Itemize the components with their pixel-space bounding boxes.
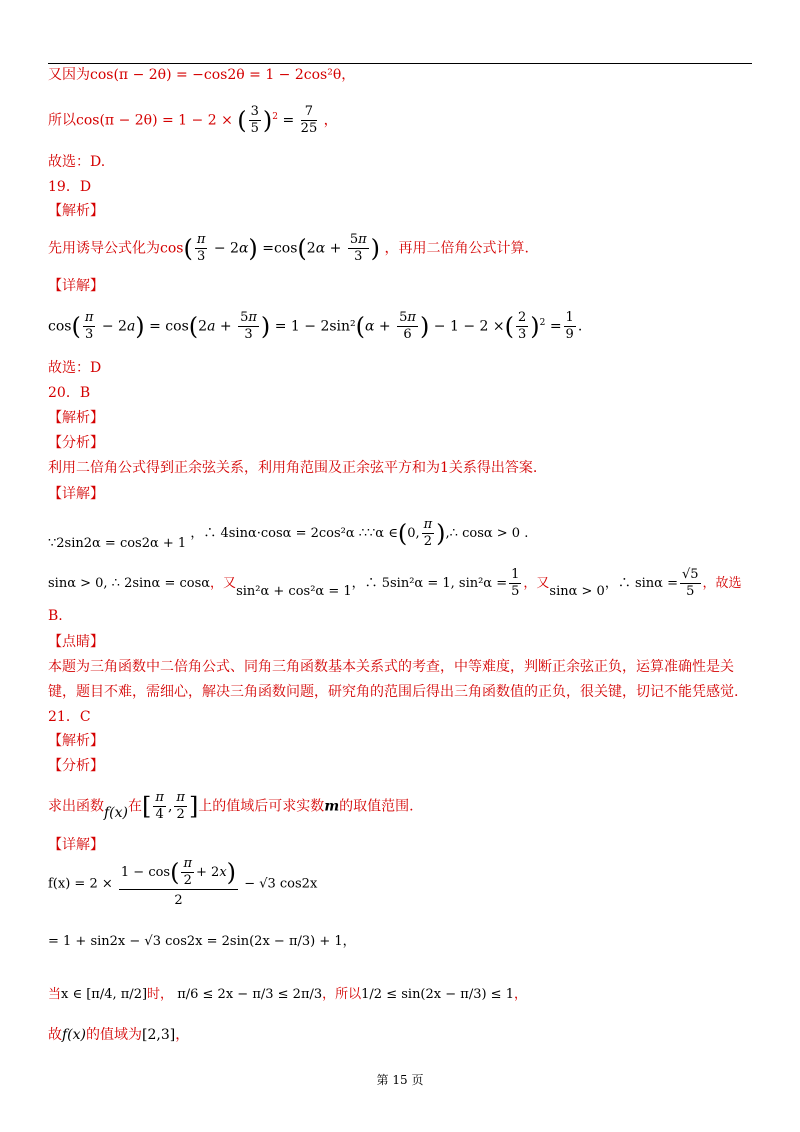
text-line: 先用诱导公式化为cos( $\frac{\pi}{3}$ − 2α) =cos(2α + $\frac{5\pi}{3}$ ) ，再用二倍角公式计算. — [48, 232, 529, 264]
section-heading — [48, 731, 104, 751]
text-segment: ，又 — [523, 576, 550, 591]
section-heading-label: 【分析】 — [48, 758, 104, 774]
section-heading-label: 【分析】 — [48, 435, 104, 451]
text-segment: ， — [513, 987, 527, 1002]
text-segment: ，又 — [210, 576, 237, 591]
equals-sign: = — [549, 318, 562, 335]
analysis-text: 利用二倍角公式得到正余弦关系，利用角范围及正余弦平方和为1关系得出答案. — [48, 460, 538, 476]
formula-text: x ∈ [π/4, π/2] — [61, 987, 148, 1002]
formula-text: − √3 cos2x — [244, 876, 318, 892]
formula-text: ，∴ sinα = — [604, 576, 678, 591]
fraction-numerator: 3 — [250, 104, 259, 119]
formula-text: sinα > 0, ∴ 2sinα = cosα — [48, 576, 211, 591]
formula-text: f(x) — [104, 804, 129, 821]
formula-text: cos — [48, 318, 72, 335]
answer-text: 故选：D — [48, 360, 102, 376]
formula-text: = 1 − 2sin² — [274, 318, 356, 335]
formula-text: 又因为cos(π − 2θ) = −cos2θ = 1 − 2cos²θ， — [48, 67, 356, 83]
text-line — [48, 358, 101, 378]
fraction-numerator: 7 — [301, 104, 318, 121]
header-rule — [48, 63, 752, 64]
text-segment: ， — [175, 1027, 190, 1043]
formula-line: sinα > 0, ∴ 2sinα = cosα，又sin²α + cos²α = 1，∴ 5sin²α = 1, sin²α = $\frac{1}{5}$ ，又sinα > 0，∴ sinα = $\frac{√5}{5}$ ，故选 — [48, 567, 742, 599]
formula-text: ,∴ cosα > 0 . — [445, 526, 529, 541]
section-heading — [48, 632, 104, 652]
answer-text: B. — [48, 608, 63, 624]
formula-text: = cos — [149, 318, 189, 335]
page-number: 第 15 页 — [376, 1073, 424, 1087]
question-number-label: 20．B — [48, 385, 91, 401]
formula-text: sinα > 0 — [549, 584, 605, 599]
text-segment: 上的值域后可求实数 — [198, 798, 325, 815]
question-number — [48, 383, 90, 403]
section-heading-label: 【详解】 — [48, 837, 104, 853]
formula-text: [2,3] — [142, 1027, 176, 1043]
text-segment: ，故选 — [702, 576, 742, 591]
formula-text: − 1 − 2 × — [433, 318, 505, 335]
formula-line — [48, 1025, 189, 1045]
variable-m: m — [324, 798, 340, 815]
text-segment: 故 — [48, 1027, 62, 1043]
question-number — [48, 707, 91, 727]
text-segment: 时， — [147, 987, 174, 1002]
section-heading — [48, 756, 104, 776]
formula-text: 所以cos(π − 2θ) = 1 − 2 × — [48, 112, 233, 129]
formula-line: cos( $\frac{\pi}{3}$ − 2a) = cos(2a + $\frac{5\pi}{3}$ ) = 1 − 2sin²(α + $\frac{5\pi}{6}$ ) − 1 − 2 ×( $\frac{2}{3}$ )$^2$ = $\frac{1}{9}$ . — [48, 310, 583, 342]
text-segment: 先用诱导公式化为cos — [48, 240, 184, 257]
formula-text: f(x) = 2 × — [48, 876, 113, 892]
text-segment: 求出函数 — [48, 798, 104, 815]
section-heading — [48, 276, 104, 296]
text-line — [48, 458, 537, 478]
section-heading-label: 【解析】 — [48, 733, 104, 749]
text-segment: 当 — [48, 987, 62, 1002]
text-segment: 的值域为 — [86, 1027, 143, 1043]
text-line — [48, 606, 63, 626]
section-heading — [48, 201, 104, 221]
fraction-denominator: 5 — [250, 121, 259, 136]
section-heading-label: 【详解】 — [48, 486, 104, 502]
comment-text: 本题为三角函数中二倍角公式、同角三角函数基本关系式的考查，中等难度，判断正余弦正负，运算准确性是关 — [48, 659, 734, 675]
text-line — [48, 682, 738, 702]
text-line: 所以cos(π − 2θ) = 1 − 2 × ( $\frac{3}{5}$ )$^2$ = $\frac{7}{25}$ ， — [48, 104, 338, 136]
formula-text: ，∴ 5sin²α = 1, sin²α = — [351, 576, 508, 591]
question-number — [48, 177, 91, 197]
text-line: 求出函数f(x)在[ $\frac{\pi}{4}$ , $\frac{\pi}{2}$ ]上的值域后可求实数m的取值范围. — [48, 790, 414, 822]
formula-text: 1/2 ≤ sin(2x − π/3) ≤ 1 — [361, 987, 514, 1002]
formula-text: = 1 + sin2x − √3 cos2x = 2sin(2x − π/3) + 1， — [48, 934, 356, 949]
section-heading-label: 【点睛】 — [48, 634, 104, 650]
formula-text: ，∴ 4sinα·cosα = 2cos²α ∴∵α ∈ — [190, 526, 398, 541]
answer-text: 故选：D. — [48, 154, 106, 170]
section-heading-label: 【解析】 — [48, 410, 104, 426]
text-line — [48, 657, 734, 677]
text-segment: ，再用二倍角公式计算. — [384, 240, 529, 257]
comment-text: 键，题目不难，需细心，解决三角函数问题，研究角的范围后得出三角函数值的正负，很关键，切记不能凭感觉. — [48, 684, 739, 700]
equals-sign: = — [282, 112, 295, 129]
section-heading — [48, 408, 104, 428]
formula-text: f(x) — [62, 1027, 87, 1043]
formula-text: π/6 ≤ 2x − π/3 ≤ 2π/3 — [177, 987, 323, 1002]
text-line — [48, 152, 105, 172]
formula-text: sin²α + cos²α = 1 — [236, 584, 352, 599]
text-line — [48, 65, 355, 85]
section-heading — [48, 433, 104, 453]
text-segment: ，所以 — [322, 987, 362, 1002]
section-heading-label: 【解析】 — [48, 203, 104, 219]
fraction-denominator: 25 — [300, 121, 318, 136]
formula-text: ∵2sin2α = cos2α + 1 — [48, 536, 187, 551]
punctuation: ， — [323, 112, 338, 129]
section-heading — [48, 484, 104, 504]
question-number-label: 19．D — [48, 179, 92, 195]
formula-line: ∵2sin2α = cos2α + 1 ，∴ 4sinα·cosα = 2cos²α ∴∵α ∈(0, $\frac{\pi}{2}$ ),∴ cosα > 0 . — [48, 517, 529, 551]
text-segment: 在 — [128, 798, 143, 815]
section-heading-label: 【详解】 — [48, 278, 104, 294]
formula-line — [48, 932, 356, 952]
section-heading — [48, 835, 104, 855]
text-segment: 的取值范围. — [339, 798, 414, 815]
formula-line — [48, 985, 527, 1005]
formula-text: =cos — [262, 240, 298, 257]
question-number-label: 21．C — [48, 709, 91, 725]
formula-line: f(x) = 2 × 1 − cos( $\frac{\pi}{2}$ + 2x) 2 − √3 cos2x — [48, 856, 318, 908]
